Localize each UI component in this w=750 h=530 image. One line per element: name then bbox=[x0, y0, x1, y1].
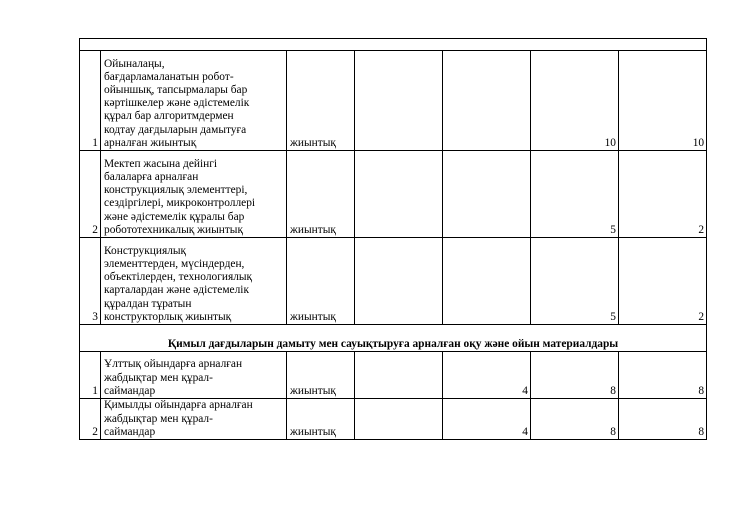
unit-cell: жиынтық bbox=[287, 151, 355, 238]
table-row bbox=[80, 238, 707, 325]
item-name: Конструкциялық элементтерден, мүсіндерден, объектілерден, технологиялық карталардан және әдістемелік құралдан тұратын конструкторлық жиынтық bbox=[101, 238, 287, 325]
table-top-row bbox=[80, 39, 707, 51]
row-number: 2 bbox=[80, 151, 101, 238]
value-cell: 2 bbox=[619, 151, 707, 238]
item-name: Ойыналаңы, бағдарламаланатын робот- ойыншық, тапсырмалары бар кәртішкелер және әдістемелік құрал бар алгоритмдермен кодтау дағдыларын дамытуға арналған жиынтық bbox=[101, 51, 287, 151]
value-cell: 4 bbox=[443, 399, 531, 440]
value-cell bbox=[355, 399, 443, 440]
unit-cell: жиынтық bbox=[287, 352, 355, 399]
value-cell bbox=[443, 151, 531, 238]
value-cell: 4 bbox=[443, 352, 531, 399]
value-cell bbox=[355, 238, 443, 325]
unit-cell: жиынтық bbox=[287, 238, 355, 325]
item-name: Мектеп жасына дейінгі балаларға арналған конструкциялық элементтері, сездіргілері, микроконтроллері және әдістемелік құралы бар робототехникалық жиынтық bbox=[101, 151, 287, 238]
equipment-table bbox=[79, 38, 707, 440]
value-cell bbox=[355, 151, 443, 238]
document-page bbox=[79, 38, 706, 440]
row-number: 2 bbox=[80, 399, 101, 440]
table-row bbox=[80, 399, 707, 440]
value-cell: 5 bbox=[531, 151, 619, 238]
item-name: Қимылды ойындарға арналған жабдықтар мен құрал- саймандар bbox=[101, 399, 287, 440]
section-title: Қимыл дағдыларын дамыту мен сауықтыруға арналған оқу және ойын материалдары bbox=[80, 325, 707, 352]
value-cell: 8 bbox=[531, 399, 619, 440]
row-number: 1 bbox=[80, 51, 101, 151]
table-row bbox=[80, 352, 707, 399]
value-cell: 8 bbox=[531, 352, 619, 399]
row-number: 3 bbox=[80, 238, 101, 325]
value-cell bbox=[443, 51, 531, 151]
value-cell: 8 bbox=[619, 399, 707, 440]
value-cell: 10 bbox=[531, 51, 619, 151]
value-cell bbox=[355, 352, 443, 399]
section-header-row bbox=[80, 325, 707, 352]
value-cell: 2 bbox=[619, 238, 707, 325]
item-name: Ұлттық ойындарға арналған жабдықтар мен құрал- саймандар bbox=[101, 352, 287, 399]
unit-cell: жиынтық bbox=[287, 399, 355, 440]
table-row bbox=[80, 51, 707, 151]
row-number: 1 bbox=[80, 352, 101, 399]
value-cell bbox=[355, 51, 443, 151]
unit-cell: жиынтық bbox=[287, 51, 355, 151]
value-cell bbox=[443, 238, 531, 325]
table-row bbox=[80, 151, 707, 238]
value-cell: 5 bbox=[531, 238, 619, 325]
value-cell: 10 bbox=[619, 51, 707, 151]
value-cell: 8 bbox=[619, 352, 707, 399]
